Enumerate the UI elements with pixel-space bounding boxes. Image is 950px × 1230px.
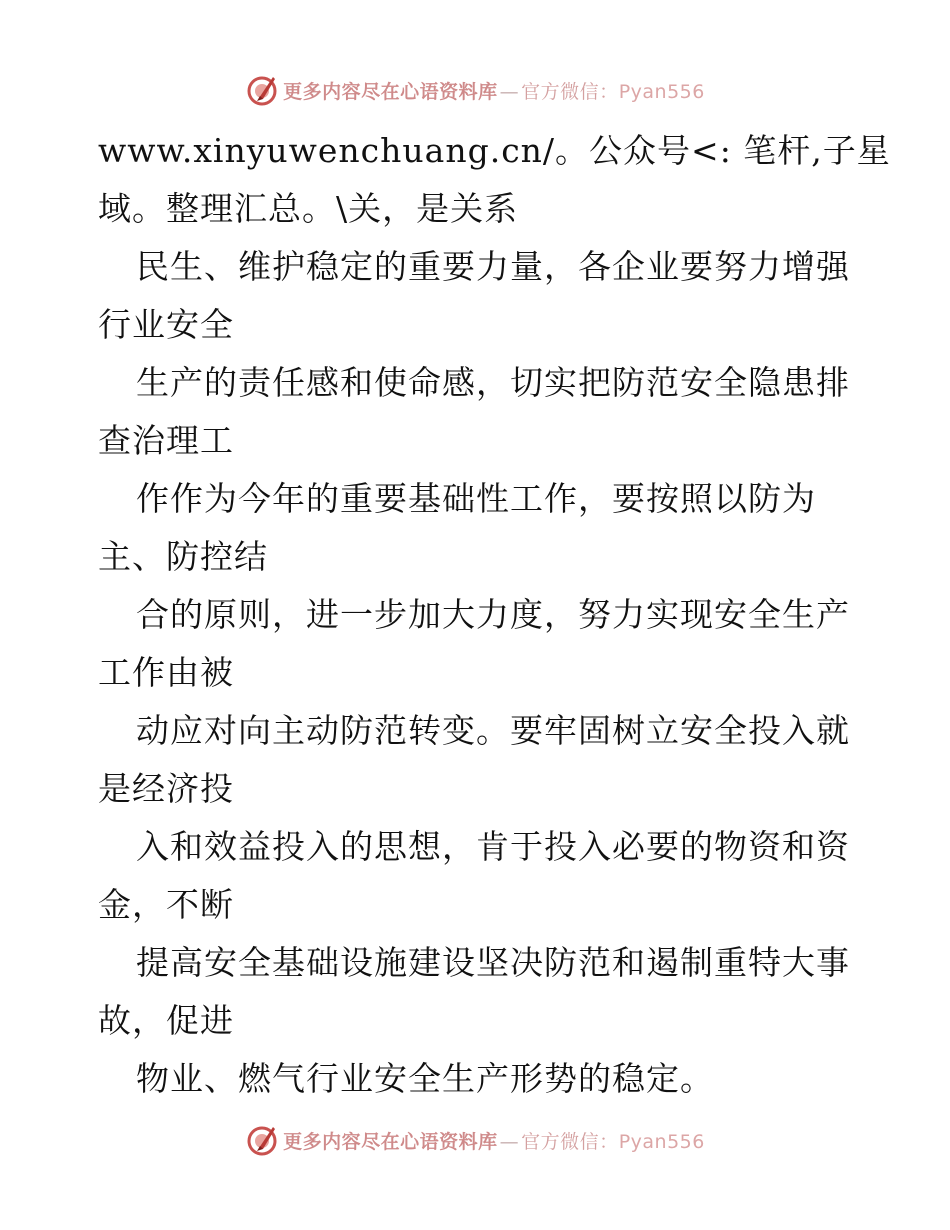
text-line: 提高安全基础设施建设坚决防范和遏制重特大事 [136, 943, 850, 982]
document-body [98, 122, 891, 1108]
banner-lead-text: 更多内容尽在心语资料库 [283, 1130, 498, 1153]
text-line: 行业安全 [98, 305, 234, 344]
text-line: 合的原则，进一步加大力度，努力实现安全生产 [136, 595, 850, 634]
banner-wechat-id: Pyan556 [618, 1130, 705, 1153]
text-line: 民生、维护稳定的重要力量，各企业要努力增强 [136, 247, 850, 286]
text-line: www.xinyuwenchuang.cn/。公众号<: 笔杆,子星 [98, 131, 891, 170]
text-line: 作作为今年的重要基础性工作，要按照以防为 [136, 479, 816, 518]
quill-logo-icon [245, 1123, 279, 1157]
banner-dash: — [499, 80, 520, 103]
header-banner-inner [245, 73, 705, 107]
text-line: 工作由被 [98, 653, 234, 692]
banner-wechat-id: Pyan556 [618, 80, 705, 103]
text-line: 金，不断 [98, 885, 234, 924]
header-banner-text [283, 77, 705, 104]
text-line: 动应对向主动防范转变。要牢固树立安全投入就 [136, 711, 850, 750]
text-line: 故，促进 [98, 1001, 234, 1040]
text-line: 物业、燃气行业安全生产形势的稳定。 [136, 1059, 714, 1098]
text-line: 入和效益投入的思想，肯于投入必要的物资和资 [136, 827, 850, 866]
text-line: 域。整理汇总。\关，是关系 [98, 189, 519, 228]
text-line: 是经济投 [98, 769, 234, 808]
footer-banner [0, 1120, 950, 1160]
banner-lead-text: 更多内容尽在心语资料库 [283, 80, 498, 103]
footer-banner-inner [245, 1123, 705, 1157]
banner-dash: — [499, 1130, 520, 1153]
header-banner [0, 70, 950, 110]
quill-logo-icon [245, 73, 279, 107]
footer-banner-text [283, 1127, 705, 1154]
text-line: 生产的责任感和使命感，切实把防范安全隐患排 [136, 363, 850, 402]
text-line: 主、防控结 [98, 537, 268, 576]
banner-wechat-label: 官方微信： [521, 80, 619, 103]
text-line: 查治理工 [98, 421, 234, 460]
banner-wechat-label: 官方微信： [521, 1130, 619, 1153]
